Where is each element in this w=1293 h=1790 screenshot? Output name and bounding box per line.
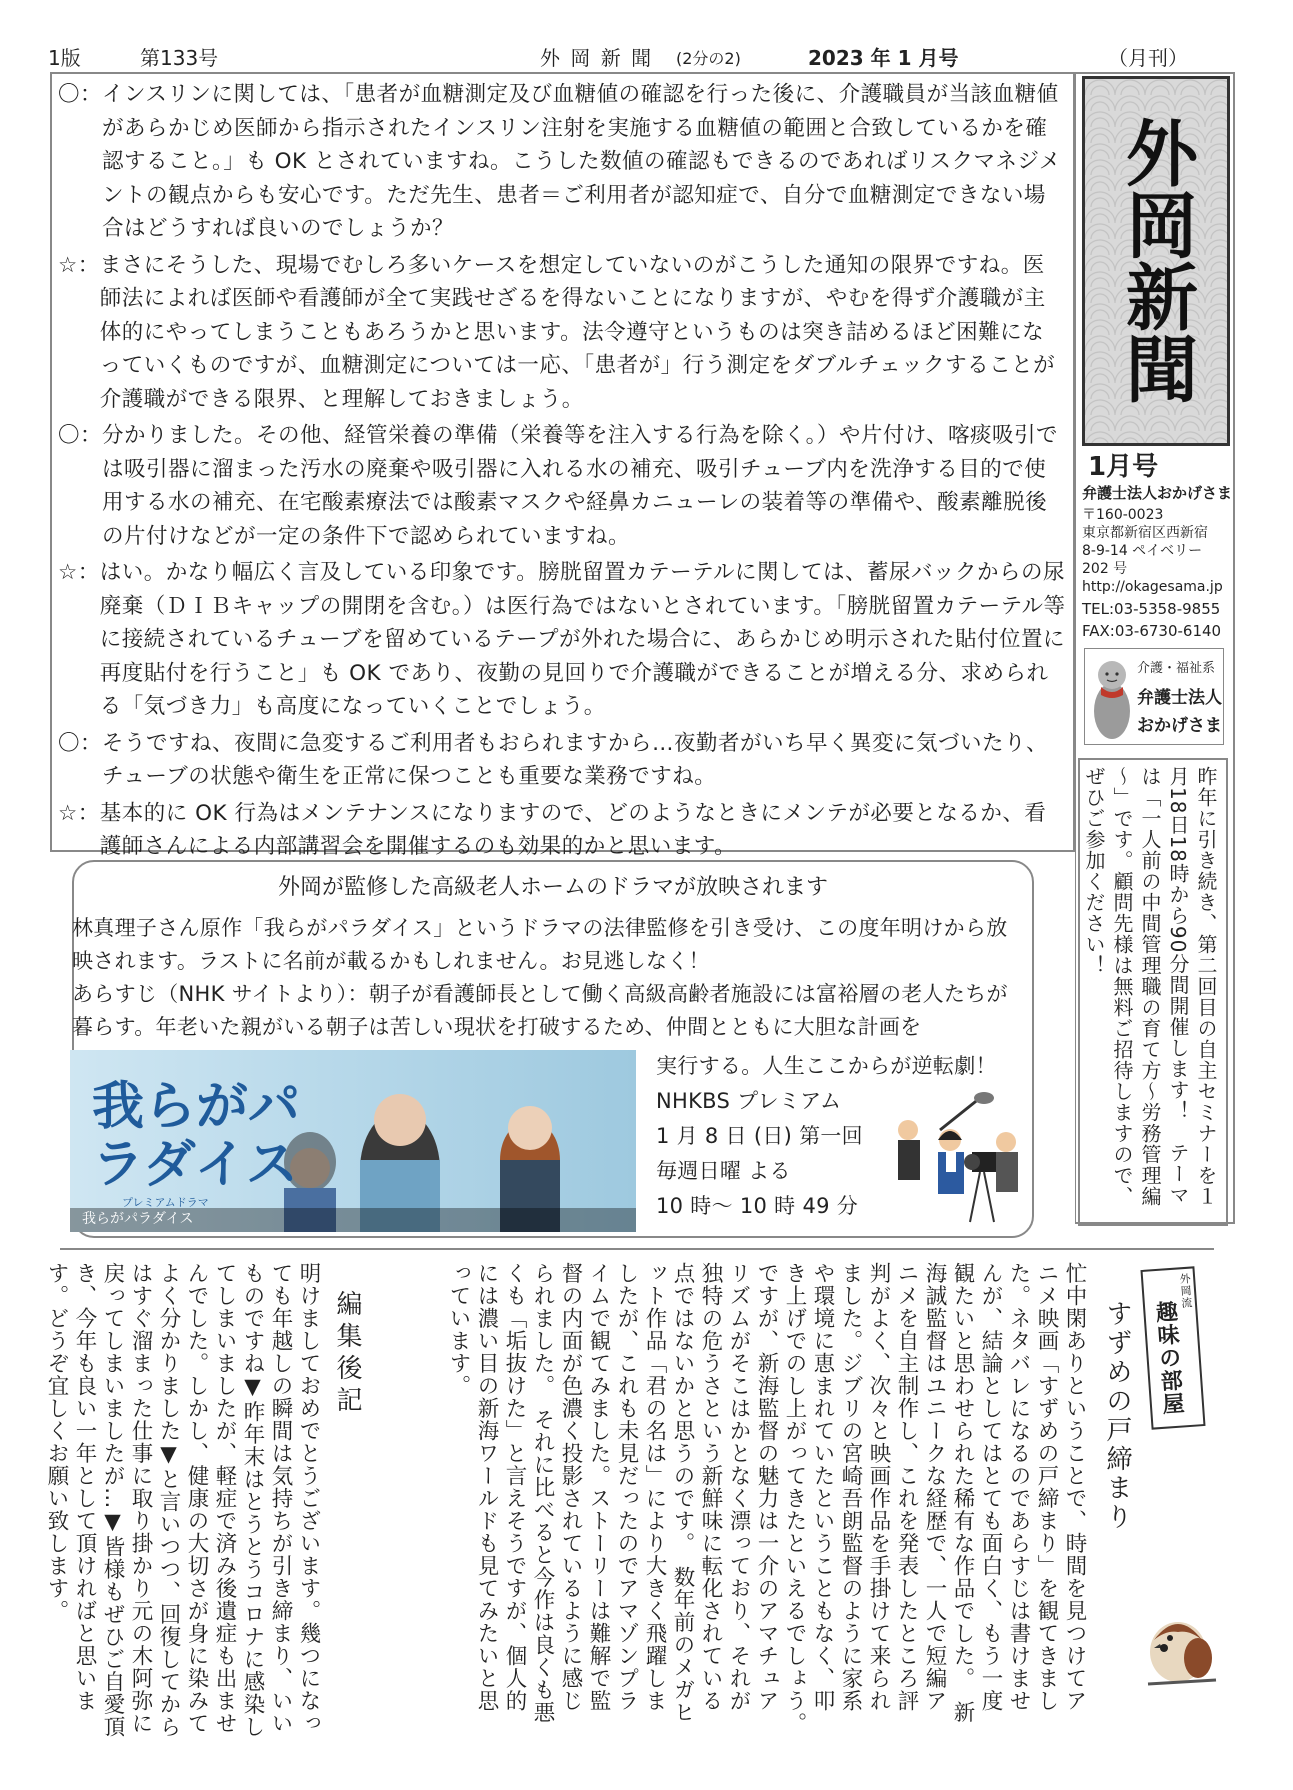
drama-weekly: 毎週日曜 よる [656,1159,791,1183]
address-line: 8-9-14 ペイベリー [1082,543,1203,559]
qa-text: インスリンに関しては、「患者が血糖測定及び血糖値の確認を行った後に、介護職員が当該血糖値があらかじめ医師から指示されたインスリン注射を実施する血糖値の範囲と合致しているかを確認すること。」も OK とされていますね。こうした数値の確認もできるのであればリスクマネジメントの観点からも安心です。ただ先生、患者＝ご利用者が認知症で、自分で血糖測定できない場合はどうすれば良いのでしょうか？ [102,82,1061,241]
phone-number: TEL:03-5358-9855 [1082,600,1221,618]
speaker-mark: ☆： [58,800,100,826]
qa-text: はい。かなり幅広く言及している印象です。膀胱留置カテーテルに関しては、蓄尿バックからの尿廃棄（ＤＩＢキャップの開閉を含む。）は医行為ではないとされています。「膀胱留置カテーテル等に接続されているチューブを留めているテープが外れた場合に、あらかじめ明示された貼付位置に再度貼付を行うこと」も OK であり、夜勤の見回りで介護職ができることが増える分、求められる「気づき力」も高度になっていくことでしょう。 [99,560,1066,719]
sparrow-icon [1140,1600,1218,1690]
address-line: 202 号 [1082,561,1128,577]
qa-entry [58,249,1066,417]
qa-text: 分かりました。その他、経管栄養の準備（栄養等を注入する行為を除く。）や片付け、喀痰吸引では吸引器に溜まった汚水の廃棄や吸引器に入れる水の補充、吸引チューブ内を洗浄する目的で使用する水の補充、在宅酸素療法では酸素マスクや経鼻カニューレの装着等の準備や、酸素離脱後の片付けなどが一定の条件下で認められていますね。 [102,423,1058,549]
qa-text: 基本的に OK 行為はメンテナンスになりますので、どのようなときにメンテが必要となるか、看護師さんによる内部講習会を開催するのも効果的かと思います。 [99,800,1047,859]
edition-label: 1版 [48,46,81,70]
speaker-mark: ☆： [58,560,100,585]
masthead-issue: 1月号 [1088,452,1159,482]
drama-synopsis-end: 実行する。人生ここからが逆転劇！ [656,1054,997,1078]
section-divider [60,1248,1214,1250]
qa-entry [58,556,1066,724]
postal-code: 〒160-0023 [1082,507,1164,523]
seminar-text: 昨年に引き続き、第二回目の自主セミナーを１月18日18時から90分間開催します！ テーマは「一人前の中間管理職の育て方～労務管理編～」です。顧問先様は無料ご招待しますので、ぜひご参加ください！ [1082,766,1218,1207]
speaker-mark: ☆： [58,252,100,278]
logo-text: おかげさま [1137,716,1222,736]
qa-entry [58,78,1066,246]
drama-premiere: 1 月 8 日 (日) 第一回 [656,1124,863,1148]
publication-type: （月刊） [1108,46,1188,70]
drama-time: 10 時～ 10 時 49 分 [656,1194,859,1218]
seminar-notice [1078,758,1228,1226]
qa-entry [58,797,1066,864]
masthead-title: 外岡新聞 [1114,116,1199,404]
fax-number: FAX:03-6730-6140 [1082,622,1222,640]
logo-text: 弁護士法人 [1137,688,1222,708]
qa-section [58,78,1066,867]
hobby-article: 忙中閑ありということで、時間を見つけてアニメ映画「すずめの戸締まり」を観てきました。ネタバレになるのであらすじは書けませんが、結論としてはとても面白く、もう一度観たいと思わせられた稀有な作品でした。 新海誠監督はユニークな経歴で、一人で短編アニメを自主制作し、これを発表したところ評判がよく、次々と映画作品を手掛けて来られました。ジブリの宮崎吾朗監督のように家系や環境に恵まれていたということもなく、叩き上げでのし上がってきたといえるでしょう。 ですが、新海監督の魅力は一介のアマチュアリズムがそこはかとなく漂っており、それが独特の危うさという新鮮味に転化されている点ではないかと思うのです。 数年前のメガヒット作品「君の名は」により大きく飛躍しましたが、これも未見だったのでアマゾンプライムで観てみました。ストーリーは難解で監督の内面が色濃く投影されているように感じられました。 それに比べると今作は良くも悪くも「垢抜けた」と言えそうですが、個人的には濃い目の新海ワールドも見てみたいと思っています。 [446,1262,1087,1747]
speaker-mark: 〇： [58,730,103,756]
drama-intro: 林真理子さん原作「我らがパラダイス」というドラマの法律監修を引き受け、この度年明けから放映されます。ラストに名前が載るかもしれません。お見逃しなく！ [72,916,1008,973]
drama-title: 外岡が監修した高級老人ホームのドラマが放映されます [277,875,828,900]
issue-date: 2023 年 1 月号 [808,46,959,70]
paper-name: 外 岡 新 聞 [540,46,654,70]
jizo-icon [1089,651,1135,743]
hobby-badge [1140,1266,1205,1429]
website-link[interactable]: http://okagesama.jp [1082,579,1223,595]
hobby-title: すずめの戸締まり [1102,1300,1132,1532]
speaker-mark: 〇： [58,423,103,448]
hobby-badge-title: 趣味の部屋 [1151,1299,1185,1417]
hobby-badge-small: 外岡流 [1177,1272,1194,1310]
issue-number: 第133号 [140,46,219,70]
qa-entry [58,419,1066,553]
speaker-mark: 〇： [58,82,103,107]
address-line: 東京都新宿区西新宿 [1082,525,1208,541]
afterword-text: 明けましておめでとうございます。幾つになっても年越しの瞬間は気持ちが引き締まり、いいものですね▼昨年末はとうとうコロナに感染してしまいましたが、軽症で済み後遺症も出ませんでした。しかし、健康の大切さが身に染みてよく分かりました▼と言いつつ、回復してからはすぐ溜まった仕事に取り掛かり元の木阿弥に戻ってしまいましたが…▼皆様もぜひご自愛頂き、今年も良い一年として頂ければと思います。どうぞ宜しくお願い致します。 [44,1262,321,1738]
film-crew-icon [880,1090,1030,1230]
logo-text: 介護・福祉系 [1137,661,1216,676]
paper-part: (2分の2) [676,49,741,68]
drama-synopsis: あらすじ（NHK サイトより）：朝子が看護師長として働く高級高齢者施設には富裕層の老人たちが暮らす。年老いた親がいる朝子は苦しい現状を打破するため、仲間とともに大胆な計画を [72,982,1008,1039]
qa-entry [58,727,1066,794]
company-name: 弁護士法人おかげさま [1082,484,1233,502]
drama-promo-image [70,1050,636,1232]
qa-text: そうですね、夜間に急変するご利用者もおられますから…夜勤者がいち早く異変に気づいたり、チューブの状態や衛生を正常に保つことも重要な業務ですね。 [102,730,1049,789]
promo-caption: 我らがパラダイス [82,1211,194,1227]
afterword-title: 編集後記 [332,1290,362,1418]
promo-title: 我らがパラダイス [92,1076,301,1195]
drama-channel: NHKBS プレミアム [656,1089,842,1113]
company-logo [1084,648,1224,745]
promo-subtitle: プレミアムドラマ [122,1196,209,1209]
qa-text: まさにそうした、現場でむしろ多いケースを想定していないのがこうした通知の限界ですね。医師法によれば医師や看護師が全て実践せざるを得ないことになりますが、やむを得ず介護職が主体的にやってしまうこともあろうかと思います。法令遵守というものは突き詰めるほど困難になっていくものですが、血糖測定については一応、「患者が」行う測定をダブルチェックすることが介護職ができる限界、と理解しておきましょう。 [99,252,1056,412]
